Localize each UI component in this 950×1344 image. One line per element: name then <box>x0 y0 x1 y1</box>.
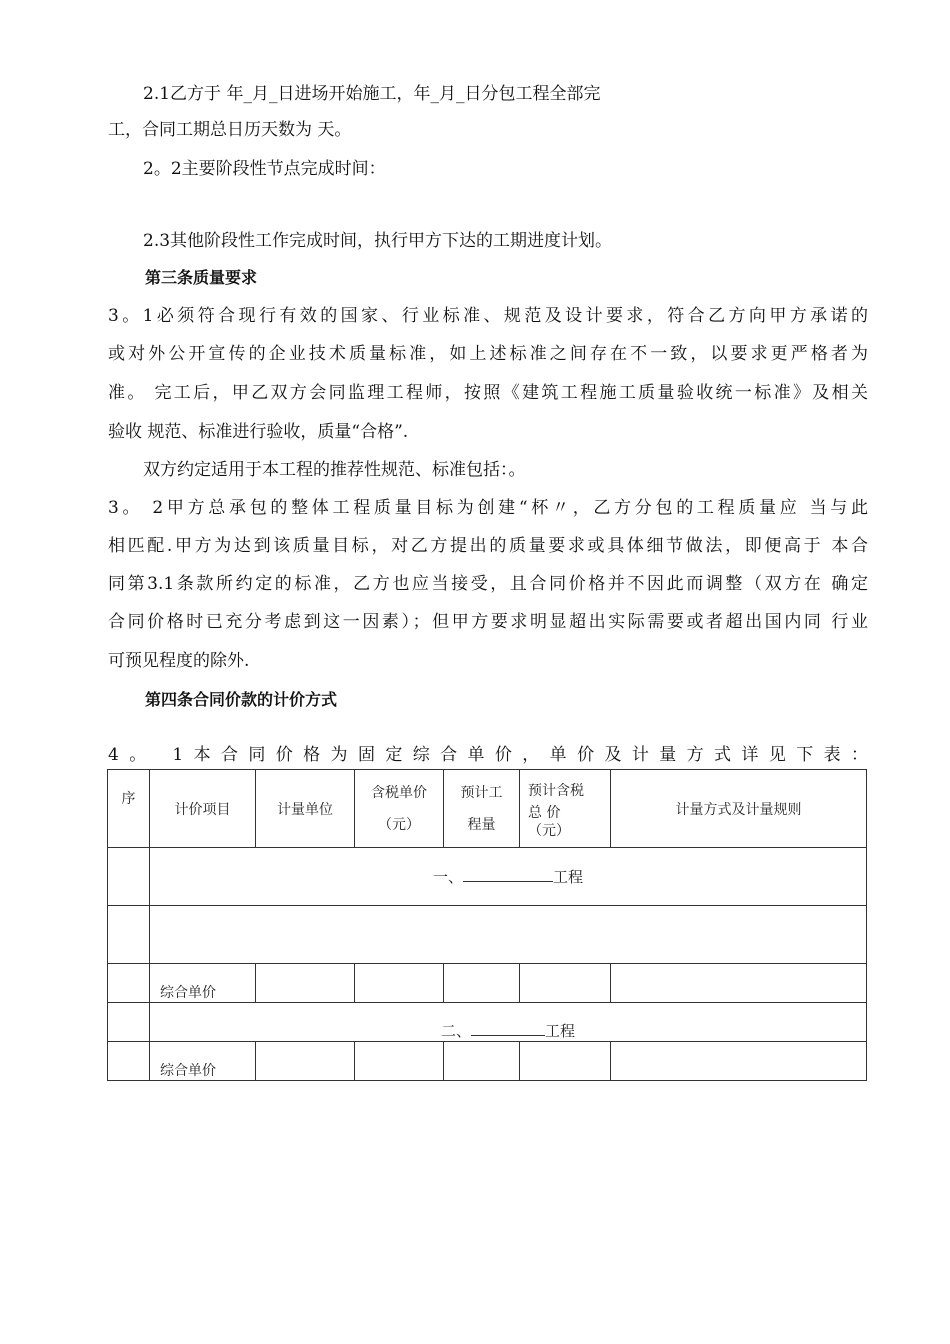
header-estimated-total: 预计含税 总 价 （元） <box>520 770 611 848</box>
pricing-table <box>107 769 867 1081</box>
composite-unit-price-label: 综合单价 <box>150 1042 256 1081</box>
clause-2-1-line-1: 2.1乙方于 年_月_日进场开始施工，年_月_日分包工程全部完 <box>143 84 601 104</box>
clause-3-heading: 第三条质量要求 <box>145 268 258 287</box>
blank-line <box>471 1021 545 1036</box>
header-item: 计价项目 <box>150 770 256 848</box>
header-seq: 序 <box>108 770 150 848</box>
table-cell <box>520 1042 611 1081</box>
table-cell <box>444 1042 520 1081</box>
table-row <box>108 1042 867 1081</box>
table-header-row <box>108 770 867 848</box>
header-tax-unit-price: 含税单价 （元） <box>355 770 444 848</box>
header-unit: 计量单位 <box>256 770 355 848</box>
table-cell <box>611 1042 867 1081</box>
table-cell <box>355 1042 444 1081</box>
standards-paragraph: 双方约定适用于本工程的推荐性规范、标准包括：。 <box>143 460 526 480</box>
section-2-title: 二、 工程 <box>150 1003 867 1042</box>
table-cell <box>150 906 867 964</box>
table-cell <box>611 964 867 1003</box>
clause-3-2-line-4: 合同价格时已充分考虑到这一因素）；但甲方要求明显超出实际需要或者超出国内同 行业 <box>108 612 868 632</box>
clause-3-1-line-2: 或对外公开宣传的企业技术质量标准，如上述标准之间存在不一致，以要求更严格者为 <box>108 344 868 364</box>
header-estimated-quantity: 预计工 程量 <box>444 770 520 848</box>
clause-4-heading: 第四条合同价款的计价方式 <box>145 690 338 709</box>
clause-4-1: 4。 1本合同价格为固定综合单价，单价及计量方式详见下表： <box>108 745 868 765</box>
clause-3-2-line-3: 同第3.1条款所约定的标准，乙方也应当接受，且合同价格并不因此而调整（双方在 确定 <box>108 574 868 594</box>
table-cell <box>256 964 355 1003</box>
table-row <box>108 1003 867 1042</box>
table-cell <box>444 964 520 1003</box>
header-measurement-rules: 计量方式及计量规则 <box>611 770 867 848</box>
clause-2-2: 2。2主要阶段性节点完成时间： <box>143 159 386 179</box>
clause-2-1-line-2: 工，合同工期总日历天数为 天。 <box>108 120 352 140</box>
table-cell <box>108 1003 150 1042</box>
table-cell <box>108 906 150 964</box>
table-cell <box>108 848 150 906</box>
clause-3-2-line-1: 3。 2甲方总承包的整体工程质量目标为创建“杯〃，乙方分包的工程质量应 当与此 <box>108 498 868 518</box>
composite-unit-price-label: 综合单价 <box>150 964 256 1003</box>
table-cell <box>520 964 611 1003</box>
table-row <box>108 906 867 964</box>
table-cell <box>108 1042 150 1081</box>
table-cell <box>108 964 150 1003</box>
clause-3-1-line-4: 验收 规范、标准进行验收，质量“合格”. <box>108 422 409 442</box>
table-row <box>108 848 867 906</box>
table-cell <box>355 964 444 1003</box>
clause-3-2-line-2: 相匹配.甲方为达到该质量目标，对乙方提出的质量要求或具体细节做法，即便高于 本合 <box>108 536 868 556</box>
table-row <box>108 964 867 1003</box>
table-cell <box>256 1042 355 1081</box>
clause-3-2-line-5: 可预见程度的除外. <box>108 651 250 671</box>
clause-3-1-line-1: 3。1必须符合现行有效的国家、行业标准、规范及设计要求，符合乙方向甲方承诺的 <box>108 306 868 326</box>
clause-3-1-line-3: 准。 完工后，甲乙双方会同监理工程师，按照《建筑工程施工质量验收统一标准》及相关 <box>108 383 868 403</box>
clause-2-3: 2.3其他阶段性工作完成时间，执行甲方下达的工期进度计划。 <box>143 231 613 251</box>
blank-line <box>463 867 553 882</box>
section-1-title: 一、 工程 <box>150 848 867 906</box>
